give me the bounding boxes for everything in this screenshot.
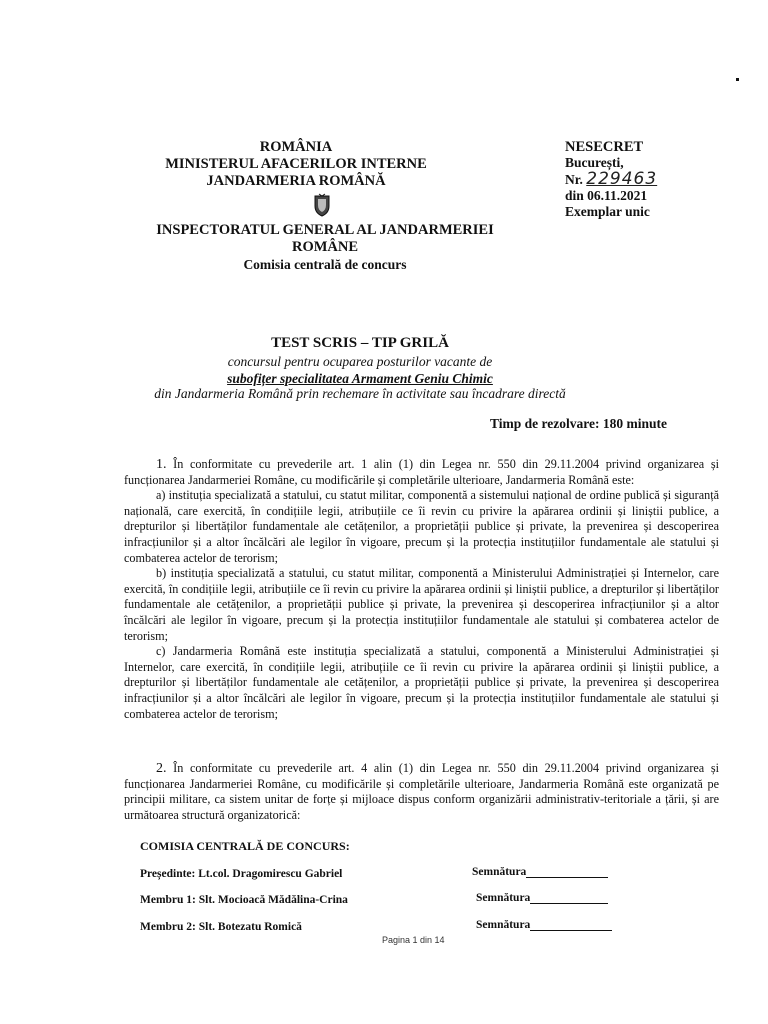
question-1-text bbox=[124, 457, 719, 488]
test-title-block bbox=[150, 334, 570, 387]
scan-dot bbox=[736, 78, 739, 81]
signature-label: Semnătura bbox=[476, 919, 531, 931]
coat-of-arms-icon bbox=[312, 193, 332, 217]
signature-field bbox=[476, 892, 608, 904]
signature-label: Semnătura bbox=[472, 866, 527, 878]
title-line2: subofițer specialitatea Armament Geniu Chimic bbox=[227, 371, 493, 386]
answer-1c: c) Jandarmeria Română este instituția specializată a statului, componentă a Ministerului Administrației și Internelor, care exercită, în condițiile legii, atribuțiile ce îi revin cu privire la apărarea ordinii și liniștii publice, a drepturilor și libertăților fundamentale ale cetățenilor, a proprietății publice și private, la prevenirea și descoperirea infracțiunilor și a altor încălcări ale legilor în vigoare, precum și la protecția instituțiilor fundamentale ale statului și combaterea actelor de terorism; bbox=[124, 644, 719, 721]
question-2-text bbox=[124, 761, 719, 823]
classification: NESECRET bbox=[565, 139, 644, 155]
question-2-number: 2. bbox=[156, 761, 167, 776]
question-1-body: În conformitate cu prevederile art. 1 alin (1) din Legea nr. 550 din 29.11.2004 privind organizarea și funcționarea Jandarmeriei Române, cu modificările și completările ulterioare, Jandarmeria Română este: bbox=[124, 457, 719, 487]
signature-field bbox=[472, 866, 608, 878]
answer-1a: a) instituția specializată a statului, cu statut militar, componentă a sistemului național de ordine publică și siguranță națională, care exercită, în condițiile legii, atribuțiile ce îi revin cu privire la apărarea ordinii și liniștii publice, a drepturilor și libertăților fundamentale ale cetățenilor, a proprietății publice și private, la prevenirea și descoperirea infracțiunilor și a altor încălcări ale legilor în vigoare, precum și la protecția instituțiilor fundamentale ale statului și combaterea actelor de terorism; bbox=[124, 488, 719, 565]
copy-note: Exemplar unic bbox=[565, 204, 650, 219]
doc-info-block bbox=[565, 139, 725, 220]
commission-title: COMISIA CENTRALĂ DE CONCURS: bbox=[140, 839, 350, 853]
inspectorate-block bbox=[130, 222, 520, 273]
question-1-number: 1. bbox=[156, 457, 167, 472]
test-title: TEST SCRIS – TIP GRILĂ bbox=[271, 335, 449, 351]
member-role: Membru 1: Slt. Mocioacă Mădălina-Crina bbox=[140, 894, 348, 906]
time-limit: Timp de rezolvare: 180 minute bbox=[490, 416, 667, 431]
answer-1b: b) instituția specializată a statului, cu statut militar, componentă a Ministerului Administrației și Internelor, care exercită, în condițiile legii, atribuțiile ce îi revin cu privire la apărarea ordinii și liniștii publice, a drepturilor și libertăților fundamentale ale cetățenilor, a proprietății publice și private, la prevenirea și descoperirea infracțiunilor și a altor încălcări ale legilor în vigoare, precum și la protecția instituțiilor fundamentale ale statului și combaterea actelor de terorism; bbox=[124, 566, 719, 643]
gendarmerie-name: JANDARMERIA ROMÂNĂ bbox=[206, 173, 386, 189]
question-2 bbox=[124, 761, 719, 823]
inspectorate-line1: INSPECTORATUL GENERAL AL JANDARMERIEI bbox=[156, 222, 494, 238]
member-role: Membru 2: Slt. Botezatu Romică bbox=[140, 921, 302, 933]
page-number: Pagina 1 din 14 bbox=[382, 935, 445, 945]
country-name: ROMÂNIA bbox=[259, 139, 333, 155]
registration-number bbox=[565, 171, 725, 188]
nr-label: Nr. bbox=[565, 172, 583, 187]
question-1 bbox=[124, 457, 719, 722]
question-2-body: În conformitate cu prevederile art. 4 alin (1) din Legea nr. 550 din 29.11.2004 privind organizarea și funcționarea Jandarmeriei Române, cu modificările și completările ulterioare, Jandarmeria Română este organizată pe principii militare, ca sistem unitar de forțe și mijloace dispus conform organizării administrativ-teritoriale a țării, și are următoarea structură organizatorică: bbox=[124, 761, 719, 822]
inspectorate-line2: ROMÂNE bbox=[291, 239, 359, 255]
signature-label: Semnătura bbox=[476, 892, 531, 904]
signature-field bbox=[476, 919, 612, 931]
member-role: Președinte: Lt.col. Dragomirescu Gabriel bbox=[140, 868, 343, 880]
title-line3: din Jandarmeria Română prin rechemare în activitate sau încadrare directă bbox=[154, 386, 566, 401]
ministry-name: MINISTERUL AFACERILOR INTERNE bbox=[165, 156, 427, 172]
nr-value: 229463 bbox=[586, 169, 658, 189]
title-line1: concursul pentru ocuparea posturilor vacante de bbox=[227, 354, 493, 369]
commission-subtitle: Comisia centrală de concurs bbox=[243, 257, 407, 272]
header-block bbox=[160, 139, 432, 190]
doc-date: din 06.11.2021 bbox=[565, 188, 648, 203]
city: București, bbox=[565, 155, 624, 170]
